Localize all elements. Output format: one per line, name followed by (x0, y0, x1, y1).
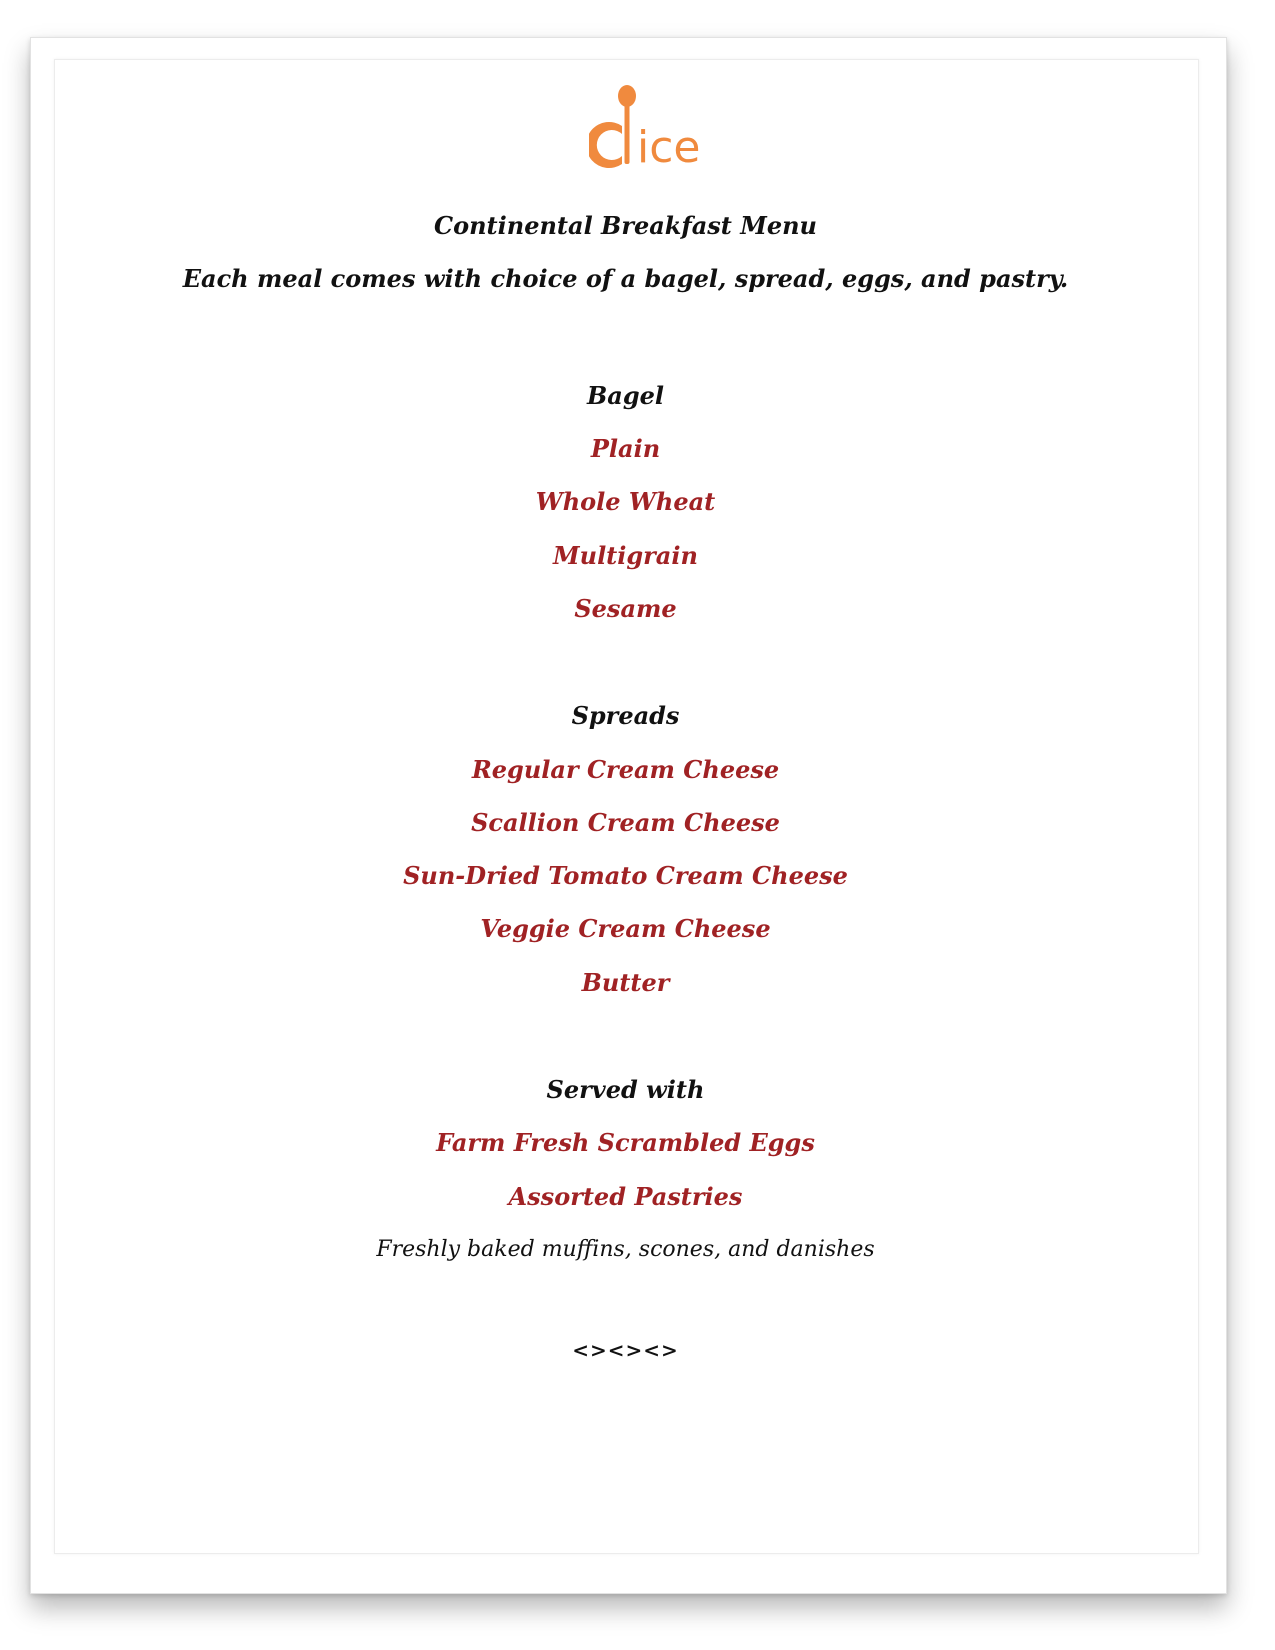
spoon-head-shape (618, 85, 636, 107)
menu-subtitle: Each meal comes with choice of a bagel, spread, eggs, and pastry. (182, 264, 1069, 293)
menu-item-regular-cream-cheese: Regular Cream Cheese (471, 755, 780, 784)
menu-item-assorted-pastries: Assorted Pastries (508, 1182, 743, 1211)
menu-item-butter: Butter (581, 968, 670, 997)
pastries-description: Freshly baked muffins, scones, and danishes (376, 1237, 875, 1262)
footer-divider: <><><> (572, 1338, 679, 1362)
menu-item-plain: Plain (590, 434, 661, 463)
dice-logo (589, 82, 719, 174)
spoon-handle-shape (625, 104, 630, 164)
menu-title: Continental Breakfast Menu (434, 211, 817, 240)
menu-item-sun-dried-tomato-cream-cheese: Sun-Dried Tomato Cream Cheese (403, 861, 848, 890)
logo-ice-text: ice (637, 122, 701, 173)
menu-item-sesame: Sesame (574, 594, 677, 623)
section-heading-spreads: Spreads (571, 701, 680, 730)
menu-item-scrambled-eggs: Farm Fresh Scrambled Eggs (436, 1128, 815, 1157)
menu-item-veggie-cream-cheese: Veggie Cream Cheese (480, 914, 771, 943)
section-heading-bagel: Bagel (586, 381, 664, 410)
menu-item-multigrain: Multigrain (553, 541, 698, 570)
section-heading-served-with: Served with (546, 1075, 705, 1104)
logo-d-bowl-shape (589, 122, 622, 168)
menu-item-whole-wheat: Whole Wheat (535, 487, 716, 516)
menu-item-scallion-cream-cheese: Scallion Cream Cheese (471, 808, 780, 837)
